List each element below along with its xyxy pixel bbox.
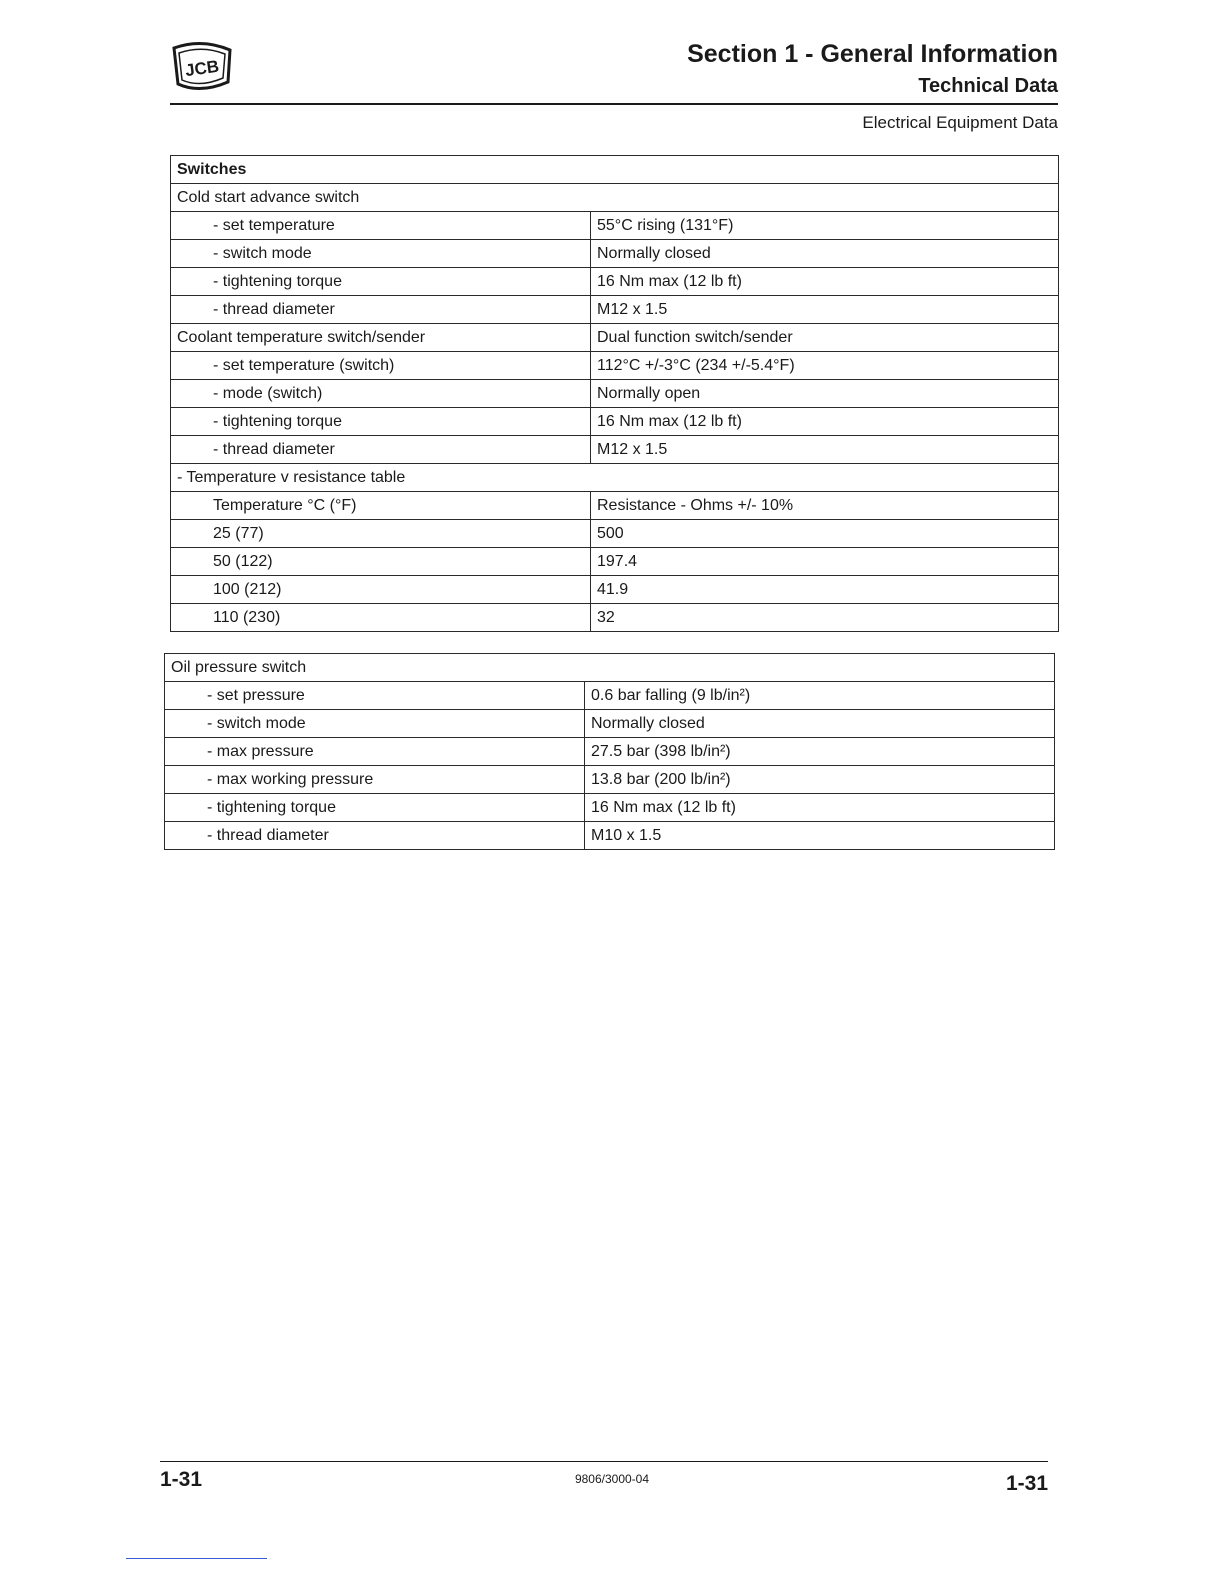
table-row <box>171 576 1059 604</box>
row-label: Temperature °C (°F) <box>171 492 591 520</box>
row-value: M10 x 1.5 <box>585 822 1055 850</box>
row-value: M12 x 1.5 <box>591 436 1059 464</box>
table-row <box>171 604 1059 632</box>
table-row <box>171 324 1059 352</box>
row-value: Resistance - Ohms +/- 10% <box>591 492 1059 520</box>
table-row <box>171 520 1059 548</box>
footer-divider <box>160 1461 1048 1462</box>
page-number-right: 1-31 <box>1005 1472 1048 1495</box>
page-number-left: 1-31 <box>160 1468 203 1491</box>
row-value: 0.6 bar falling (9 lb/in²) <box>585 682 1055 710</box>
table-row <box>171 436 1059 464</box>
table-row <box>171 352 1059 380</box>
row-label: - tightening torque <box>165 794 585 822</box>
footnote-rule <box>126 1558 267 1559</box>
row-label: - thread diameter <box>171 296 591 324</box>
row-label: - mode (switch) <box>171 380 591 408</box>
table-row <box>171 240 1059 268</box>
row-label: - switch mode <box>171 240 591 268</box>
table-row <box>165 682 1055 710</box>
logo-text: JCB <box>183 56 221 81</box>
table-row <box>171 212 1059 240</box>
table-row <box>171 492 1059 520</box>
jcb-logo-icon <box>170 38 234 96</box>
table-row <box>171 184 1059 212</box>
table-row <box>171 296 1059 324</box>
row-value: 13.8 bar (200 lb/in²) <box>585 766 1055 794</box>
row-label: - max working pressure <box>165 766 585 794</box>
row-value: 197.4 <box>591 548 1059 576</box>
document-number: 9806/3000-04 <box>574 1472 650 1486</box>
row-value: 16 Nm max (12 lb ft) <box>585 794 1055 822</box>
row-label: - set pressure <box>165 682 585 710</box>
table-row <box>171 380 1059 408</box>
row-label: Coolant temperature switch/sender <box>171 324 591 352</box>
table-row <box>165 822 1055 850</box>
switches-table <box>170 155 1059 632</box>
row-value: 32 <box>591 604 1059 632</box>
table-row <box>165 766 1055 794</box>
row-value: 16 Nm max (12 lb ft) <box>591 408 1059 436</box>
row-label: - tightening torque <box>171 268 591 296</box>
row-value: M12 x 1.5 <box>591 296 1059 324</box>
row-value: 112°C +/-3°C (234 +/-5.4°F) <box>591 352 1059 380</box>
row-label: - thread diameter <box>165 822 585 850</box>
row-value: 27.5 bar (398 lb/in²) <box>585 738 1055 766</box>
row-label: - tightening torque <box>171 408 591 436</box>
row-label: 100 (212) <box>171 576 591 604</box>
row-value: Dual function switch/sender <box>591 324 1059 352</box>
table-row <box>171 548 1059 576</box>
row-label: - thread diameter <box>171 436 591 464</box>
table-row <box>165 710 1055 738</box>
page-title: Section 1 - General Information <box>687 40 1058 68</box>
header-divider <box>170 103 1058 105</box>
table-row <box>165 794 1055 822</box>
row-value: Normally open <box>591 380 1059 408</box>
oil-pressure-table <box>164 653 1055 850</box>
row-label: - switch mode <box>165 710 585 738</box>
row-value: 55°C rising (131°F) <box>591 212 1059 240</box>
section-label: Electrical Equipment Data <box>862 113 1058 132</box>
row-value: 41.9 <box>591 576 1059 604</box>
row-label: 110 (230) <box>171 604 591 632</box>
table-row <box>171 268 1059 296</box>
row-value: 16 Nm max (12 lb ft) <box>591 268 1059 296</box>
jcb-logo <box>170 38 234 96</box>
row-value: Normally closed <box>591 240 1059 268</box>
row-label: - set temperature (switch) <box>171 352 591 380</box>
row-label: Cold start advance switch <box>171 184 1059 212</box>
row-label: - set temperature <box>171 212 591 240</box>
row-label: 50 (122) <box>171 548 591 576</box>
row-label: 25 (77) <box>171 520 591 548</box>
table-row <box>171 464 1059 492</box>
row-value: 500 <box>591 520 1059 548</box>
table-row <box>165 654 1055 682</box>
row-label: Oil pressure switch <box>165 654 1055 682</box>
row-label: - max pressure <box>165 738 585 766</box>
table-row <box>165 738 1055 766</box>
page-subtitle: Technical Data <box>918 75 1058 97</box>
row-label: - Temperature v resistance table <box>171 464 1059 492</box>
table-heading-row <box>171 156 1059 184</box>
table-row <box>171 408 1059 436</box>
switches-heading: Switches <box>171 156 1059 184</box>
row-value: Normally closed <box>585 710 1055 738</box>
